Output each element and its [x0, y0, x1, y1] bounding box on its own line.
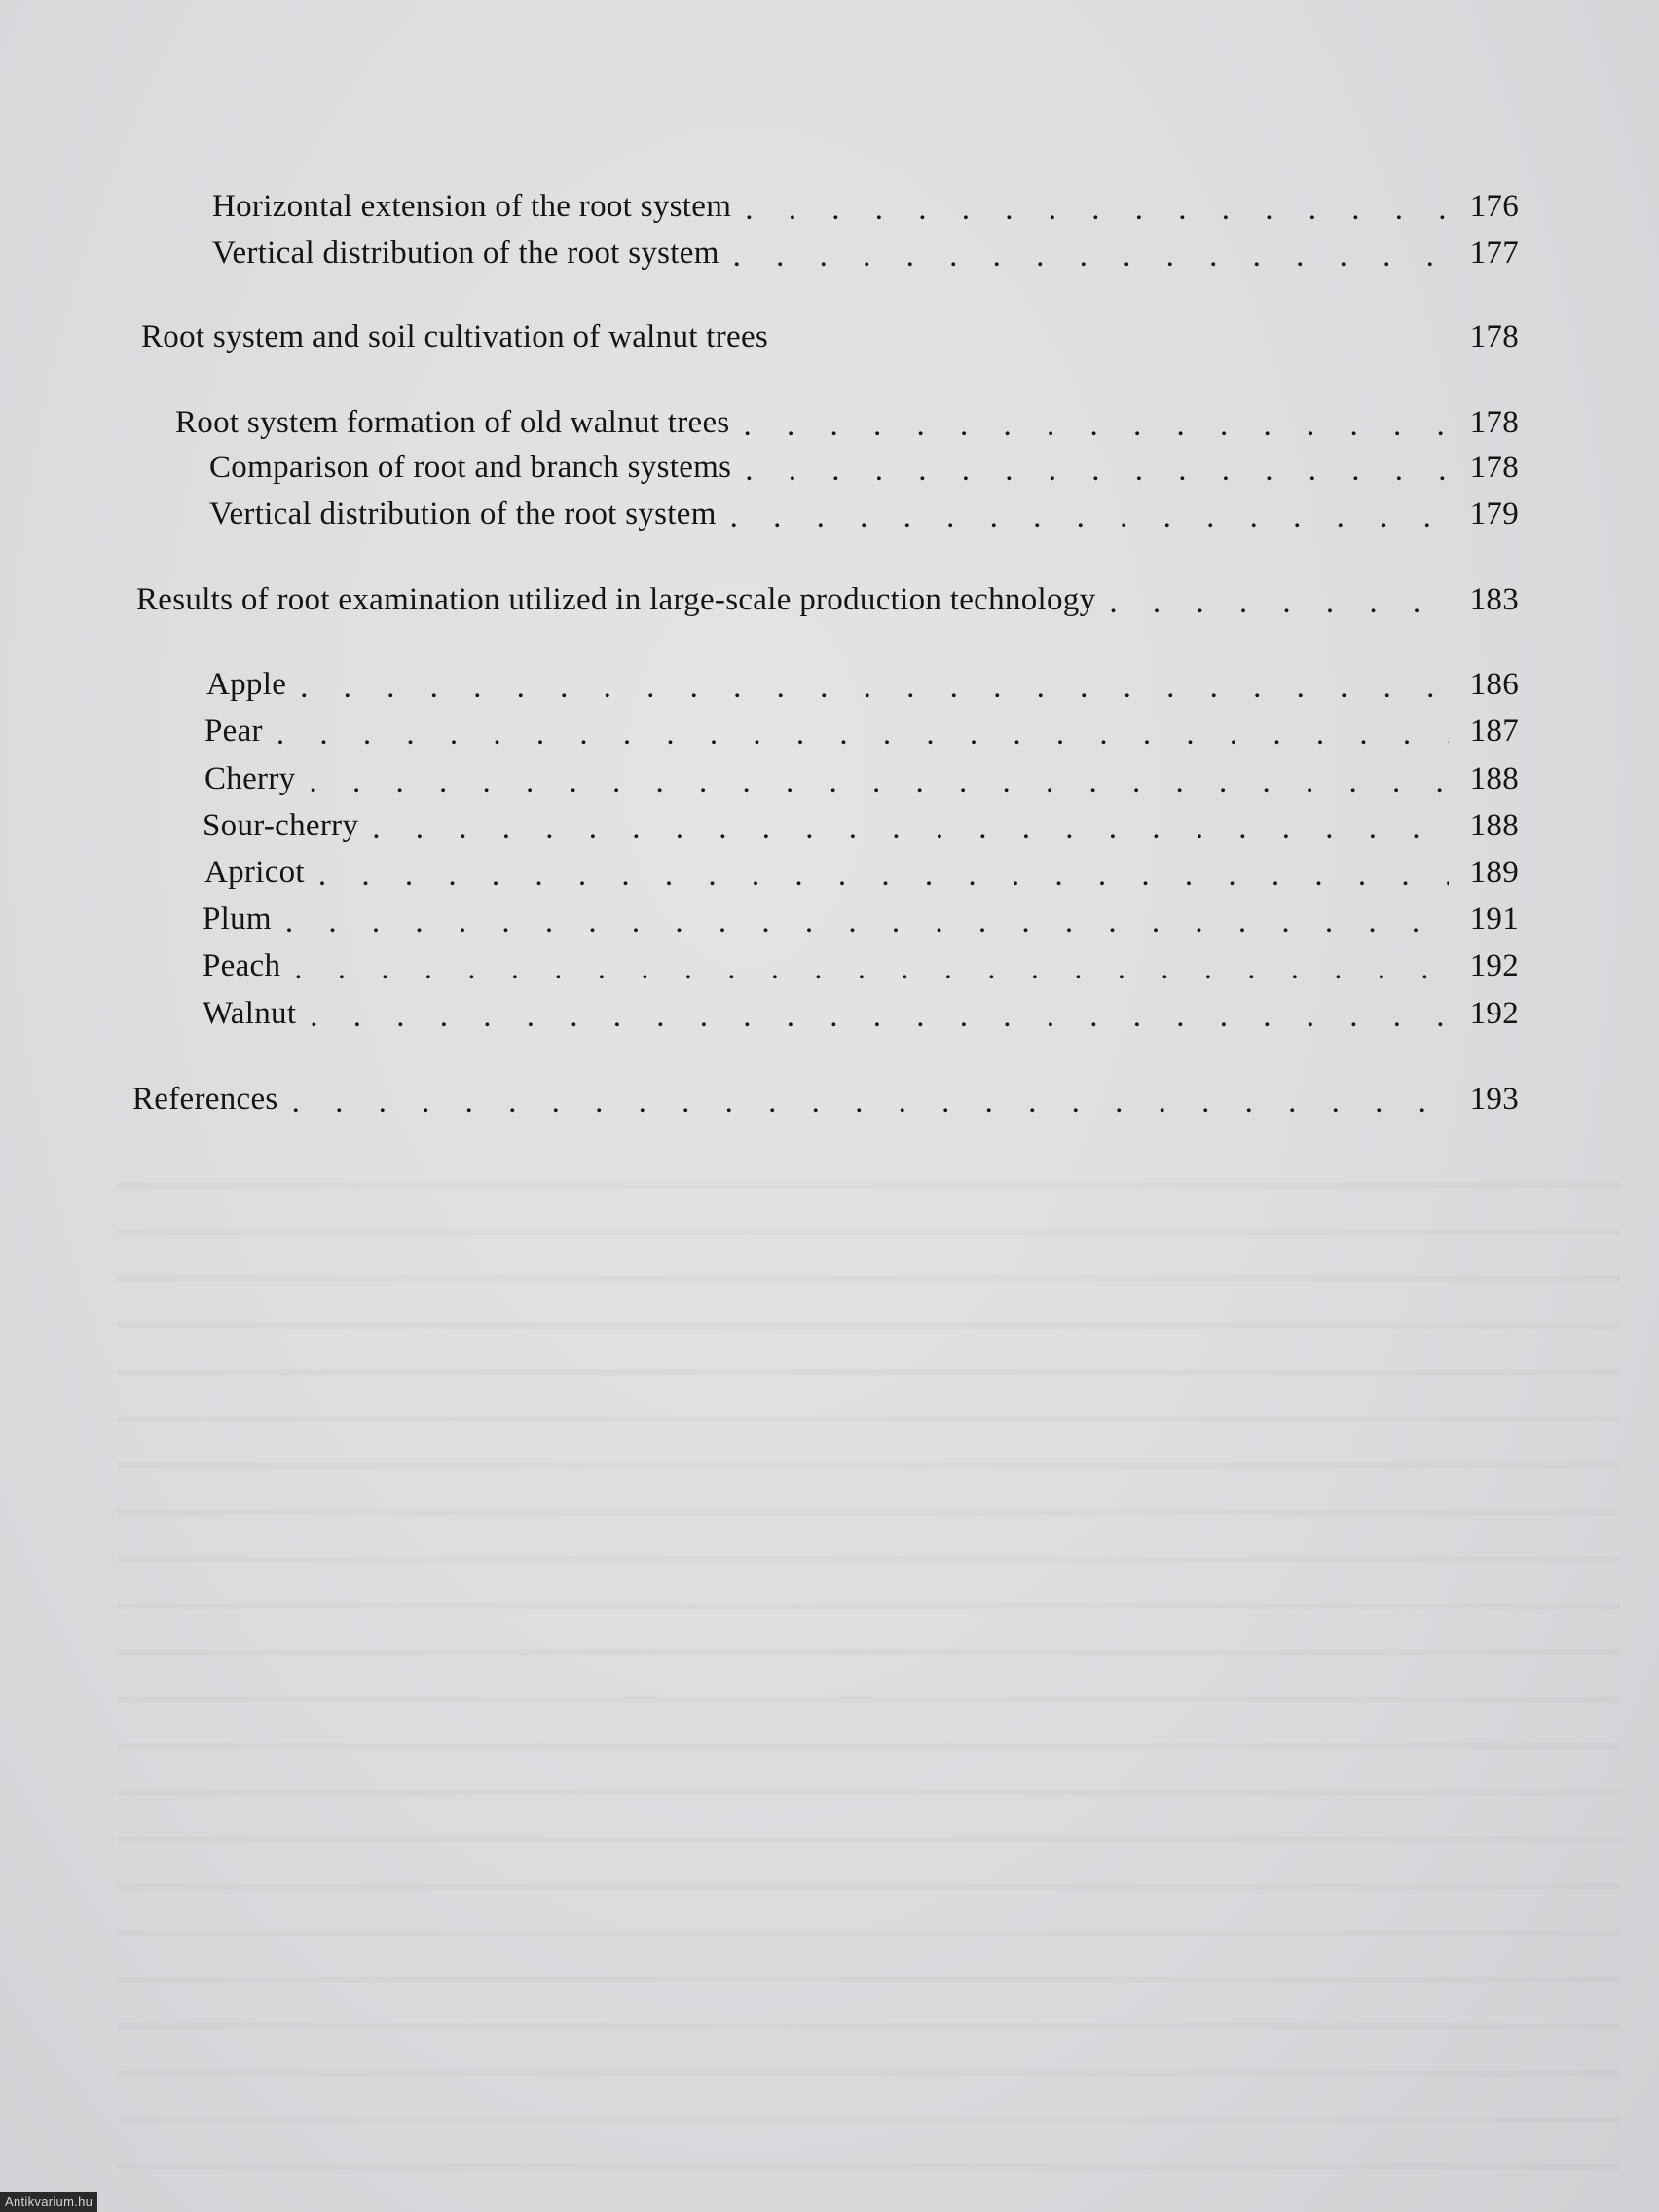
toc-entry-page: 189 — [1469, 854, 1519, 890]
toc-entry-page: 187 — [1469, 713, 1519, 749]
toc-entry-references — [132, 1076, 1519, 1123]
leader-dots — [292, 1087, 1449, 1116]
leader-dots — [310, 1001, 1449, 1030]
toc-entry-vertical-distribution — [212, 230, 1519, 276]
toc-entry-apple — [206, 661, 1519, 708]
leader-dots — [309, 766, 1449, 795]
toc-entry-label: Vertical distribution of the root system — [212, 235, 719, 271]
toc-entry-peach — [203, 942, 1519, 989]
leader-dots — [733, 240, 1449, 270]
leader-dots — [300, 672, 1449, 701]
toc-entry-page: 183 — [1469, 581, 1519, 617]
toc-entry-page: 176 — [1469, 188, 1519, 224]
leader-dots — [1109, 587, 1449, 616]
toc-entry-label: Sour-cherry — [203, 807, 359, 843]
toc-entry-label: Plum — [203, 901, 272, 937]
toc-entry-page: 193 — [1469, 1081, 1519, 1117]
toc-entry-page: 177 — [1469, 235, 1519, 271]
toc-entry-page: 178 — [1469, 404, 1519, 440]
leader-dots — [730, 501, 1449, 531]
toc-entry-label: Results of root examination utilized in large-scale production technology — [136, 581, 1096, 617]
toc-entry-page: 186 — [1469, 666, 1519, 702]
toc-entry-old-walnut-trees — [175, 399, 1519, 446]
leader-dots — [276, 719, 1449, 748]
toc-entry-page: 188 — [1469, 807, 1519, 843]
toc-entry-label: References — [132, 1081, 278, 1117]
toc-entry-page: 188 — [1469, 760, 1519, 796]
toc-entry-label: Walnut — [203, 995, 297, 1031]
toc-entry-label: Vertical distribution of the root system — [209, 496, 717, 532]
toc-entry-pear — [204, 708, 1519, 755]
leader-dots — [745, 194, 1449, 223]
toc-entry-root-branch-comparison — [209, 444, 1519, 491]
toc-entry-label: Comparison of root and branch systems — [209, 449, 732, 485]
leader-dots — [294, 953, 1449, 982]
leader-dots — [744, 410, 1449, 439]
toc-entry-plum — [203, 896, 1519, 942]
toc-entry-label: Horizontal extension of the root system — [212, 188, 732, 224]
toc-entry-page: 178 — [1469, 318, 1519, 354]
toc-entry-results — [136, 576, 1519, 623]
toc-entry-label: Root system and soil cultivation of walnut trees — [141, 318, 769, 354]
toc-entry-label: Peach — [203, 947, 281, 983]
toc-entry-cherry — [204, 756, 1519, 802]
toc-entry-label: Cherry — [204, 760, 296, 796]
watermark: Antikvarium.hu — [0, 2192, 97, 2212]
show-through-text — [117, 1149, 1620, 2171]
toc-entry-vertical-distribution-walnut — [209, 491, 1519, 537]
toc-entry-page: 191 — [1469, 901, 1519, 937]
toc-entry-label: Pear — [204, 713, 263, 749]
toc-entry-label: Apricot — [204, 854, 305, 890]
toc-entry-apricot — [204, 849, 1519, 896]
leader-dots — [372, 813, 1449, 842]
leader-dots — [285, 906, 1449, 936]
toc-entry-page: 192 — [1469, 947, 1519, 983]
toc-entry-page: 179 — [1469, 496, 1519, 532]
toc-entry-page: 178 — [1469, 449, 1519, 485]
toc-entry-sour-cherry — [203, 802, 1519, 849]
toc-entry-walnut — [203, 990, 1519, 1037]
toc-entry-walnut-section — [141, 313, 1519, 360]
leader-dots — [318, 860, 1449, 889]
leader-dots — [745, 455, 1449, 484]
toc-entry-label: Apple — [206, 666, 287, 702]
toc-entry-page: 192 — [1469, 995, 1519, 1031]
toc-entry-label: Root system formation of old walnut trees — [175, 404, 730, 440]
toc-entry-horizontal-extension — [212, 183, 1519, 230]
